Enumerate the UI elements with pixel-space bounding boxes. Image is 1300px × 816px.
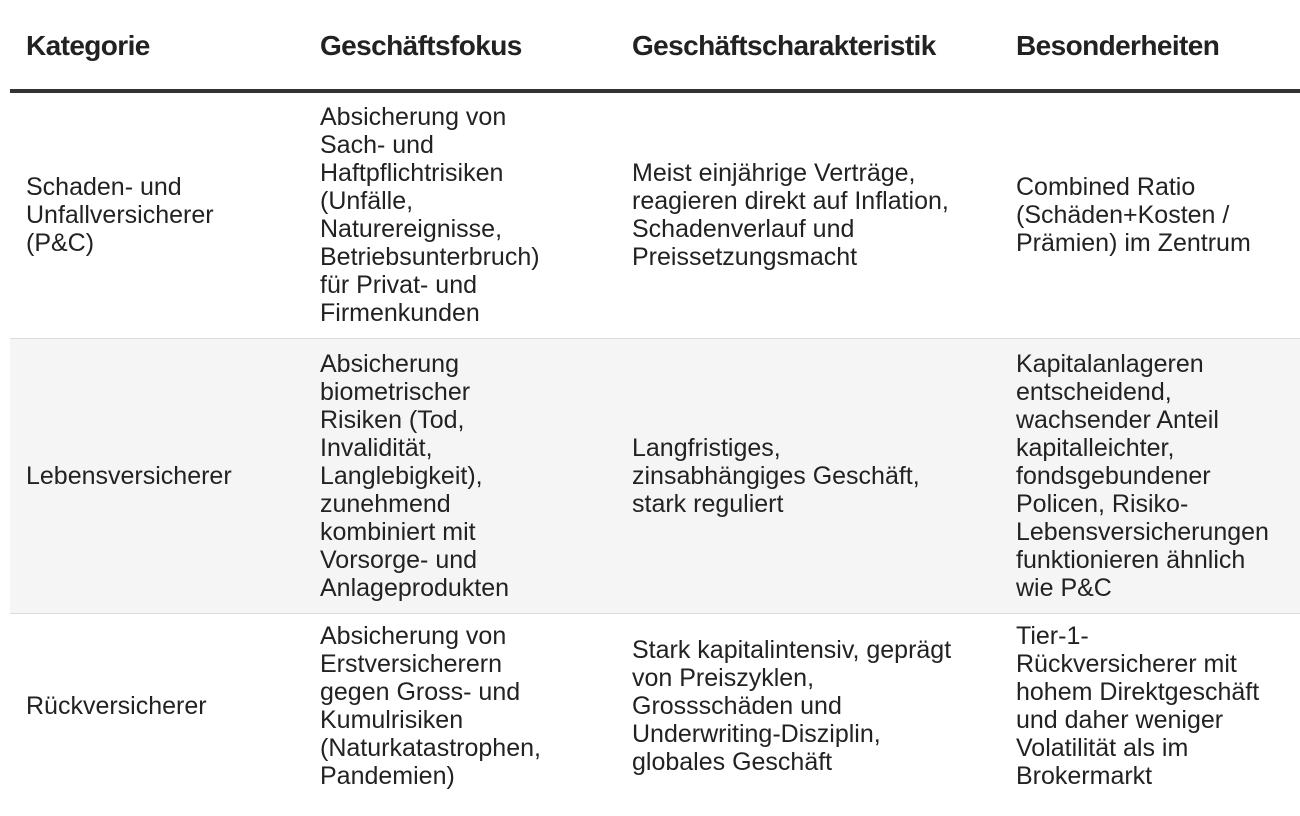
cell-kategorie bbox=[10, 91, 304, 338]
cell-fokus-text: Absicherung von Sach- und Haftpflichtrisiken (Unfälle, Naturereignisse, Betriebsunterbruch) für Privat- und Firmenkunden bbox=[320, 103, 540, 328]
cell-besonderheiten bbox=[1000, 91, 1300, 338]
cell-kategorie bbox=[10, 613, 304, 798]
header-kategorie: Kategorie bbox=[10, 0, 304, 91]
cell-fokus bbox=[304, 613, 616, 798]
cell-besonderheiten-text: Combined Ratio (Schäden+Kosten / Prämien) im Zentrum bbox=[1016, 173, 1251, 258]
cell-kategorie bbox=[10, 338, 304, 613]
insurance-categories-table bbox=[10, 0, 1300, 798]
header-geschaeftscharakteristik: Geschäftscharakteristik bbox=[616, 0, 1000, 91]
cell-charakteristik bbox=[616, 91, 1000, 338]
cell-kategorie-text: Rückversicherer bbox=[26, 691, 207, 720]
cell-fokus-text: Absicherung von Erstversicherern gegen Gross- und Kumulrisiken (Naturkatastrophen, Pandemien) bbox=[320, 621, 541, 790]
cell-besonderheiten-text: Kapitalanlageren entscheidend, wachsender Anteil kapitalleichter, fondsgebundener Policen, Risiko-Lebensversicherungen funktionieren ähnlich wie P&C bbox=[1016, 349, 1269, 602]
cell-charakteristik-text: Meist einjährige Verträge, reagieren direkt auf Inflation, Schadenverlauf und Preissetzungsmacht bbox=[632, 159, 949, 272]
table-header-row bbox=[10, 0, 1300, 91]
insurance-categories-table-wrapper bbox=[10, 0, 1269, 798]
cell-fokus bbox=[304, 91, 616, 338]
table-row bbox=[10, 91, 1300, 338]
cell-charakteristik bbox=[616, 613, 1000, 798]
cell-besonderheiten-text: Tier-1-Rückversicherer mit hohem Direktgeschäft und daher weniger Volatilität als im Brokermarkt bbox=[1016, 621, 1260, 790]
table-row bbox=[10, 338, 1300, 613]
cell-fokus bbox=[304, 338, 616, 613]
table-row bbox=[10, 613, 1300, 798]
cell-fokus-text: Absicherung biometrischer Risiken (Tod, Invalidität, Langlebigkeit), zunehmend kombiniert mit Vorsorge- und Anlageprodukten bbox=[320, 349, 510, 602]
cell-charakteristik-text: Stark kapitalintensiv, geprägt von Preiszyklen, Grossschäden und Underwriting-Disziplin, globales Geschäft bbox=[632, 635, 952, 776]
cell-charakteristik bbox=[616, 338, 1000, 613]
cell-besonderheiten bbox=[1000, 613, 1300, 798]
cell-kategorie-text: Lebensversicherer bbox=[26, 461, 232, 490]
header-besonderheiten: Besonderheiten bbox=[1000, 0, 1300, 91]
cell-charakteristik-text: Langfristiges, zinsabhängiges Geschäft, stark reguliert bbox=[632, 433, 920, 518]
cell-kategorie-text: Schaden- und Unfallversicherer (P&C) bbox=[26, 173, 214, 258]
cell-besonderheiten bbox=[1000, 338, 1300, 613]
header-geschaeftsfokus: Geschäftsfokus bbox=[304, 0, 616, 91]
